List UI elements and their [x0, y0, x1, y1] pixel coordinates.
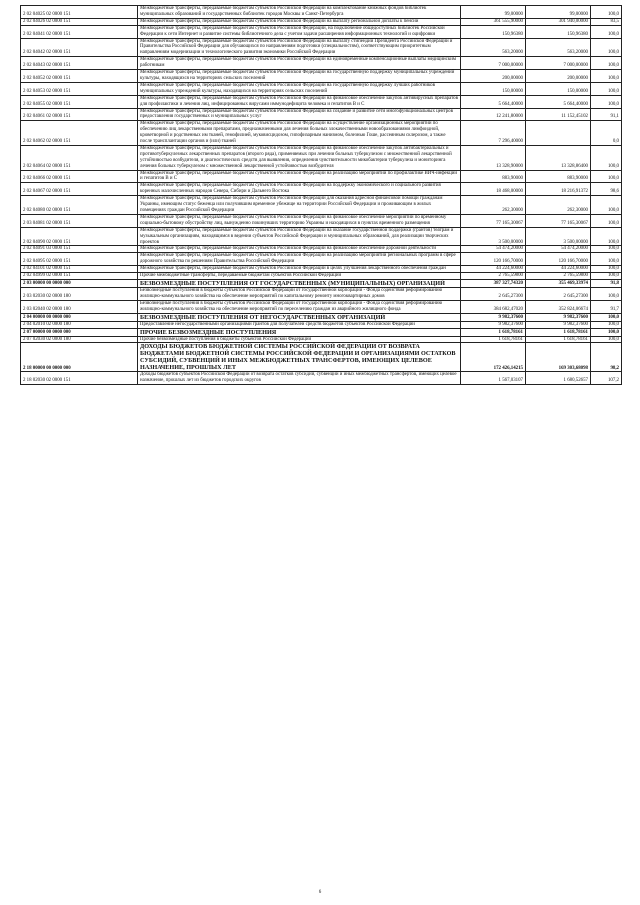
row-actual: 1 618,78161: [526, 328, 591, 336]
row-planned: 1 618,78161: [461, 336, 526, 343]
row-percent: 100,0: [591, 170, 622, 183]
table-row: [21, 70, 622, 83]
row-code: 2 02 04025 02 0000 151: [21, 6, 138, 19]
row-name: Предоставление негосударственными организациями грантов для получателей средств бюджетов субъектов Российской Федерации: [138, 321, 461, 328]
row-actual: 2 645,27300: [526, 287, 591, 300]
row-percent: 100,0: [591, 6, 622, 19]
row-percent: 100,0: [591, 38, 622, 57]
row-planned: 883,90000: [461, 170, 526, 183]
row-percent: 100,0: [591, 266, 622, 273]
row-actual: 2 765,59800: [526, 273, 591, 280]
row-code: 2 02 04080 02 0000 151: [21, 196, 138, 215]
row-percent: 100,0: [591, 95, 622, 108]
row-name: Межбюджетные трансферты, передаваемые бюджетам субъектов Российской Федерации на комплектование книжных фондов библиотек муниципальных образований и государственных библиотек городов Москвы и Санкт-Петербурга: [138, 6, 461, 19]
row-code: 2 02 04090 02 0000 151: [21, 227, 138, 246]
row-name: ПРОЧИЕ БЕЗВОЗМЕЗДНЫЕ ПОСТУПЛЕНИЯ: [138, 328, 461, 336]
row-actual: 99,00000: [526, 6, 591, 19]
row-planned: 7 000,00000: [461, 57, 526, 70]
row-code: 2 02 04066 02 0000 151: [21, 170, 138, 183]
row-actual: 3 500,00000: [526, 227, 591, 246]
table-row: [21, 121, 622, 146]
table-row: [21, 183, 622, 196]
row-planned: 200,00000: [461, 70, 526, 83]
row-name: Межбюджетные трансферты, передаваемые бюджетам субъектов Российской Федерации на осуществление организационных мероприятий по обеспечению лиц лекарственными препаратами, предназначенными для лечения больных злокачественными новообразованиями лимфоидной, кроветворной и родственных им тканей, гемофилией, муковисцидозом, гипофизарным нанизмом, болезнью Гоше, рассеянным склерозом, а также после трансплантации органов и (или) тканей: [138, 121, 461, 146]
row-planned: 262,30000: [461, 196, 526, 215]
row-actual: [526, 121, 591, 146]
table-row: [21, 287, 622, 300]
row-name: БЕЗВОЗМЕЗДНЫЕ ПОСТУПЛЕНИЯ ОТ НЕГОСУДАРСТВЕННЫХ ОРГАНИЗАЦИЙ: [138, 313, 461, 321]
row-name: Прочие межбюджетные трансферты, передаваемые бюджетам субъектов Российской Федерации: [138, 273, 461, 280]
row-percent: 100,0: [591, 336, 622, 343]
row-code: 2 02 04101 02 0000 151: [21, 266, 138, 273]
row-code: 2 02 04062 02 0000 151: [21, 121, 138, 146]
row-planned: 9 982,37600: [461, 321, 526, 328]
row-percent: 107,2: [591, 372, 622, 385]
row-name: Межбюджетные трансферты, передаваемые бюджетам субъектов Российской Федерации на финансовое обеспечение закупок антибактериальных и противотуберкулезных лекарственных препаратов (второго ряда), применяемых при лечении больных туберкулезом с множественной лекарственной устойчивостью возбудителя, и диагностических средств для выявления, определения чувствительности микобактерии туберкулеза и мониторинга лечения больных туберкулезом с множественной лекарственной устойчивостью возбудителя: [138, 145, 461, 170]
row-percent: 100,0: [591, 287, 622, 300]
row-actual: 13 328,86400: [526, 145, 591, 170]
row-planned: 2 765,59800: [461, 273, 526, 280]
row-code: 2 02 04061 02 0000 151: [21, 108, 138, 121]
row-planned: 18 468,00000: [461, 183, 526, 196]
table-row: [21, 196, 622, 215]
row-code: 2 18 00000 00 0000 000: [21, 343, 138, 372]
row-actual: 1 680,52657: [526, 372, 591, 385]
row-planned: 9 982,37600: [461, 313, 526, 321]
row-planned: 172 426,14215: [461, 343, 526, 372]
table-row: [21, 82, 622, 95]
row-name: Межбюджетные трансферты, передаваемые бюджетам субъектов Российской Федерации на оказание государственной поддержки (грантов) театрам и музыкальным организациям, находящимся в ведении субъектов Российской Федерации и муниципальных образований, для реализации творческих проектов: [138, 227, 461, 246]
table-row: [21, 246, 622, 253]
table-row: [21, 227, 622, 246]
row-name: ДОХОДЫ БЮДЖЕТОВ БЮДЖЕТНОЙ СИСТЕМЫ РОССИЙСКОЙ ФЕДЕРАЦИИ ОТ ВОЗВРАТА БЮДЖЕТАМИ БЮДЖЕТНОЙ СИСТЕМЫ РОССИЙСКОЙ ФЕДЕРАЦИИ И ОРГАНИЗАЦИЯМИ ОСТАТКОВ СУБСИДИЙ, СУБВЕНЦИЙ И ИНЫХ МЕЖБЮДЖЕТНЫХ ТРАНСФЕРТОВ, ИМЕЮЩИХ ЦЕЛЕВОЕ НАЗНАЧЕНИЕ, ПРОШЛЫХ ЛЕТ: [138, 343, 461, 372]
row-planned: 563,20000: [461, 38, 526, 57]
row-actual: 150,96380: [526, 25, 591, 38]
table-row: [21, 145, 622, 170]
row-code: 2 07 02030 02 0000 180: [21, 336, 138, 343]
table-row: [21, 266, 622, 273]
row-actual: 5 664,40000: [526, 95, 591, 108]
row-percent: 100,0: [591, 82, 622, 95]
table-row: [21, 300, 622, 313]
row-percent: 100,0: [591, 313, 622, 321]
row-name: Межбюджетные трансферты, передаваемые бюджетам субъектов Российской Федерации на финансовое обеспечение дорожной деятельности: [138, 246, 461, 253]
row-name: БЕЗВОЗМЕЗДНЫЕ ПОСТУПЛЕНИЯ ОТ ГОСУДАРСТВЕННЫХ (МУНИЦИПАЛЬНЫХ) ОРГАНИЗАЦИЙ: [138, 279, 461, 287]
table-row: [21, 108, 622, 121]
row-planned: 150,96380: [461, 25, 526, 38]
row-planned: 2 645,27300: [461, 287, 526, 300]
row-percent: 100,0: [591, 328, 622, 336]
row-planned: 361 555,90000: [461, 18, 526, 25]
table-row: [21, 273, 622, 280]
row-percent: 100,0: [591, 214, 622, 227]
row-code: 2 02 04052 02 0000 151: [21, 70, 138, 83]
row-percent: 98,2: [591, 343, 622, 372]
row-percent: 100,0: [591, 25, 622, 38]
row-code: 2 02 04043 02 0000 151: [21, 57, 138, 70]
table-row: [21, 38, 622, 57]
revenue-table: [20, 5, 622, 385]
row-actual: 355 469,33974: [526, 279, 591, 287]
row-actual: 11 152,45102: [526, 108, 591, 121]
row-name: Межбюджетные трансферты, передаваемые бюджетам субъектов Российской Федерации в целях улучшения лекарственного обеспечения граждан: [138, 266, 461, 273]
row-planned: 44 224,60000: [461, 266, 526, 273]
row-percent: 100,0: [591, 273, 622, 280]
table-row: [21, 6, 622, 19]
row-actual: 9 982,37600: [526, 321, 591, 328]
row-name: Межбюджетные трансферты, передаваемые бюджетам субъектов Российской Федерации на поддержку экономического и социального развития коренных малочисленных народов Севера, Сибири и Дальнего Востока: [138, 183, 461, 196]
row-planned: 54 474,20000: [461, 246, 526, 253]
row-name: Межбюджетные трансферты, передаваемые бюджетам субъектов Российской Федерации для оказания адресной финансовой помощи гражданам Украины, имеющим статус беженца или получившим временное убежище на территории Российской Федерации и проживающим в жилых помещениях граждан Российской Федерации: [138, 196, 461, 215]
row-code: 2 03 04081 02 0000 151: [21, 214, 138, 227]
row-name: Межбюджетные трансферты, передаваемые бюджетам субъектов Российской Федерации на выплату региональной доплаты к пенсии: [138, 18, 461, 25]
row-code: 2 02 04055 02 0000 151: [21, 95, 138, 108]
table-row: [21, 253, 622, 266]
row-name: Прочие безвозмездные поступления в бюджеты субъектов Российской Федерации: [138, 336, 461, 343]
row-percent: 83,5: [591, 18, 622, 25]
row-percent: 100,0: [591, 321, 622, 328]
row-code: 2 03 00000 00 0000 000: [21, 279, 138, 287]
table-row: [21, 214, 622, 227]
row-name: Межбюджетные трансферты, передаваемые бюджетам субъектов Российской Федерации на создание и развитие сети многофункциональных центров предоставления государственных и муниципальных услуг: [138, 108, 461, 121]
row-name: Межбюджетные трансферты, передаваемые бюджетам субъектов Российской Федерации на единовременные компенсационные выплаты медицинским работникам: [138, 57, 461, 70]
row-actual: 120 166,70000: [526, 253, 591, 266]
page-number: 6: [318, 890, 322, 895]
row-percent: 100,0: [591, 145, 622, 170]
row-name: Межбюджетные трансферты, передаваемые бюджетам субъектов Российской Федерации на финансовое обеспечение закупок антивирусных препаратов для профилактики и лечения лиц, инфицированных вирусами иммунодефицита человека и гепатитов В и С: [138, 95, 461, 108]
row-percent: 91,8: [591, 279, 622, 287]
row-code: 2 02 04026 02 0000 151: [21, 18, 138, 25]
row-code: 2 02 04064 02 0000 151: [21, 145, 138, 170]
row-planned: 13 328,90000: [461, 145, 526, 170]
row-name: Межбюджетные трансферты, передаваемые бюджетам субъектов Российской Федерации на реализацию мероприятий региональных программ в сфере дорожного хозяйства по решениям Правительства Российской Федерации: [138, 253, 461, 266]
row-planned: 120 166,70000: [461, 253, 526, 266]
row-code: 2 02 04041 02 0000 151: [21, 25, 138, 38]
table-row: [21, 95, 622, 108]
table-row: [21, 25, 622, 38]
row-planned: 1 567,03107: [461, 372, 526, 385]
table-row: [21, 372, 622, 385]
row-percent: 100,0: [591, 70, 622, 83]
row-actual: 200,00000: [526, 70, 591, 83]
row-planned: 7 296,40000: [461, 121, 526, 146]
row-code: 2 02 04095 02 0000 151: [21, 253, 138, 266]
table-row: [21, 336, 622, 343]
row-actual: 44 224,60000: [526, 266, 591, 273]
table-row: [21, 321, 622, 328]
row-name: Безвозмездные поступления в бюджеты субъектов Российской Федерации от государственной корпорации - Фонда содействия реформированию жилищно-коммунального хозяйства на обеспечение мероприятий по капитальному ремонту многоквартирных домов: [138, 287, 461, 300]
row-actual: 9 982,37600: [526, 313, 591, 321]
row-percent: 98,6: [591, 183, 622, 196]
row-percent: 100,0: [591, 227, 622, 246]
row-code: 2 02 04053 02 0000 151: [21, 82, 138, 95]
row-percent: 100,0: [591, 57, 622, 70]
row-planned: 387 327,74320: [461, 279, 526, 287]
table-row: [21, 57, 622, 70]
row-percent: 91,7: [591, 300, 622, 313]
row-code: 2 04 00000 00 0000 000: [21, 313, 138, 321]
row-code: 2 18 02030 02 0000 151: [21, 372, 138, 385]
row-name: Безвозмездные поступления в бюджеты субъектов Российской Федерации от государственной корпорации - Фонда содействия реформированию жилищно-коммунального хозяйства на обеспечение мероприятий по переселению граждан из аварийного жилищного фонда: [138, 300, 461, 313]
row-name: Доходы бюджетов субъектов Российской Федерации от возврата остатков субсидий, субвенций и иных межбюджетных трансфертов, имеющих целевое назначение, прошлых лет из бюджетов городских округов: [138, 372, 461, 385]
row-code: 2 02 04042 02 0000 151: [21, 38, 138, 57]
row-actual: 169 303,68098: [526, 343, 591, 372]
row-actual: 18 216,91372: [526, 183, 591, 196]
table-row: [21, 170, 622, 183]
row-planned: 99,00000: [461, 6, 526, 19]
row-code: 2 07 00000 00 0000 000: [21, 328, 138, 336]
row-code: 2 02 04091 03 0000 151: [21, 246, 138, 253]
row-planned: 150,00000: [461, 82, 526, 95]
row-code: 2 03 02030 02 0000 180: [21, 287, 138, 300]
table-row: [21, 343, 622, 372]
row-name: Межбюджетные трансферты, передаваемые бюджетам субъектов Российской Федерации на государственную поддержку муниципальных учреждений культуры, находящихся на территориях сельских поселений: [138, 70, 461, 83]
row-percent: 100,0: [591, 253, 622, 266]
row-actual: 883,90000: [526, 170, 591, 183]
row-actual: 54 474,20000: [526, 246, 591, 253]
row-planned: 3 500,00000: [461, 227, 526, 246]
table-row: [21, 328, 622, 336]
row-code: 2 03 02040 02 0000 180: [21, 300, 138, 313]
row-percent: 91,1: [591, 108, 622, 121]
row-planned: 384 682,47020: [461, 300, 526, 313]
row-planned: 77 165,30067: [461, 214, 526, 227]
row-name: Межбюджетные трансферты, передаваемые бюджетам субъектов Российской Федерации на выплату стипендий Президента Российской Федерации и Правительства Российской Федерации для обучающихся по направлениям подготовки (специальностям), соответствующим приоритетным направлениям модернизации и технологического развития экономики Российской Федерации: [138, 38, 461, 57]
row-planned: 12 241,80000: [461, 108, 526, 121]
row-actual: 150,00000: [526, 82, 591, 95]
row-percent: 100,0: [591, 246, 622, 253]
row-actual: 1 618,78161: [526, 336, 591, 343]
row-code: 2 02 04999 02 0000 151: [21, 273, 138, 280]
table-row: [21, 313, 622, 321]
row-actual: 77 165,30067: [526, 214, 591, 227]
row-percent: 100,0: [591, 196, 622, 215]
row-planned: 5 664,40000: [461, 95, 526, 108]
row-percent: 0,0: [591, 121, 622, 146]
row-name: Межбюджетные трансферты, передаваемые бюджетам субъектов Российской Федерации на государственную поддержку лучших работников муниципальных учреждений культуры, находящихся на территориях сельских поселений: [138, 82, 461, 95]
row-actual: 563,20000: [526, 38, 591, 57]
row-name: Межбюджетные трансферты, передаваемые бюджетам субъектов Российской Федерации, на подключение общедоступных библиотек Российской Федерации к сети Интернет и развитие системы библиотечного дела с учетом задачи расширения информационных технологий и оцифровки: [138, 25, 461, 38]
row-actual: 301 940,00000: [526, 18, 591, 25]
row-code: 2 04 02010 02 0000 180: [21, 321, 138, 328]
row-code: 2 02 04067 02 0000 151: [21, 183, 138, 196]
row-name: Межбюджетные трансферты, передаваемые бюджетам субъектов Российской Федерации на финансовое обеспечение мероприятий по временному социально-бытовому обустройству лиц, вынужденно покинувших территорию Украины и находящихся в пунктах временного размещения: [138, 214, 461, 227]
row-planned: 1 618,78161: [461, 328, 526, 336]
row-actual: 262,30000: [526, 196, 591, 215]
row-actual: 7 000,00000: [526, 57, 591, 70]
row-actual: 352 824,06674: [526, 300, 591, 313]
revenue-table-body: [21, 6, 622, 385]
table-row: [21, 18, 622, 25]
table-row: [21, 279, 622, 287]
row-name: Межбюджетные трансферты, передаваемые бюджетам субъектов Российской Федерации на реализацию мероприятий по профилактике ВИЧ-инфекции и гепатитов В и С: [138, 170, 461, 183]
